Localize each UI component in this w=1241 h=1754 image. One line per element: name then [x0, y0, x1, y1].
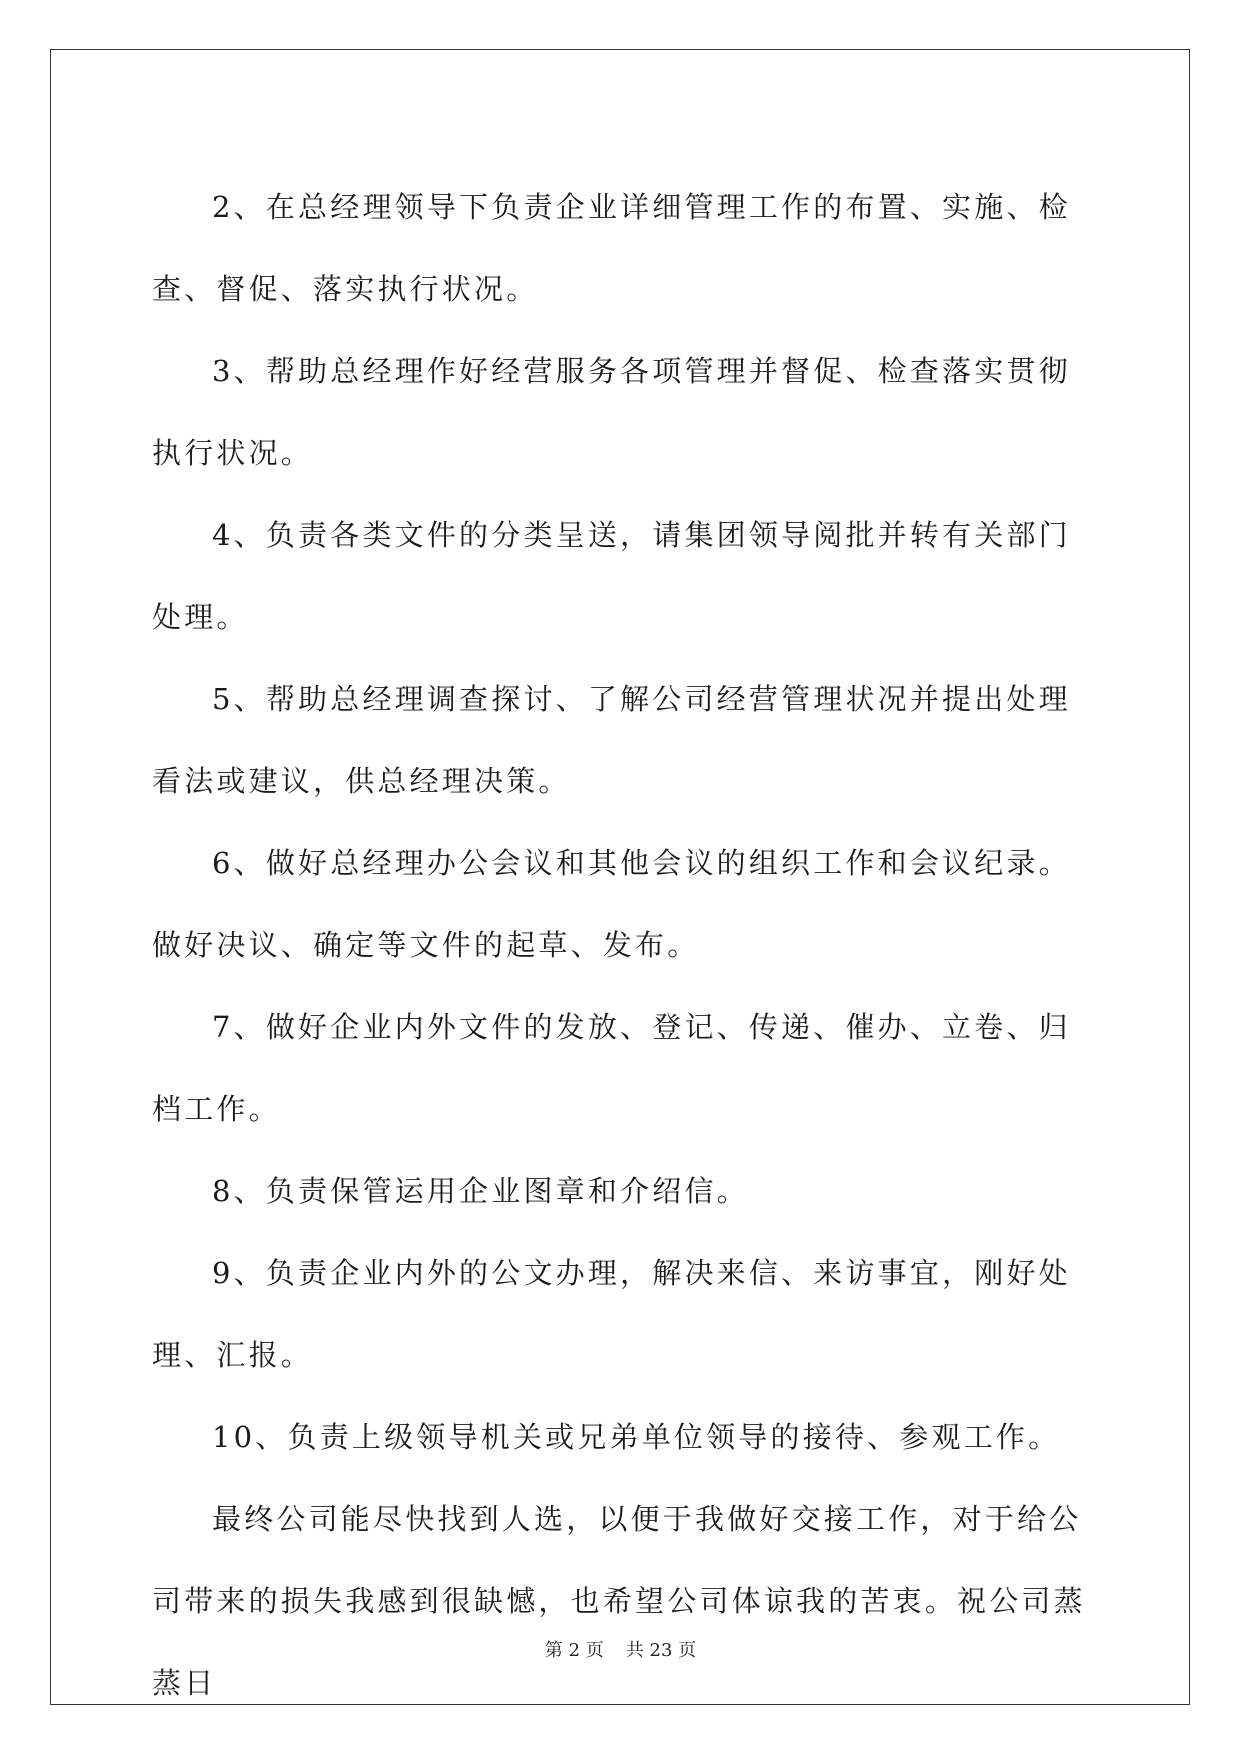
closing-paragraph: 最终公司能尽快找到人选，以便于我做好交接工作，对于给公司带来的损失我感到很缺憾，也希望公司体谅我的苦衷。祝公司蒸蒸日 [152, 1502, 1086, 1700]
paragraph-item-8: 8、负责保管运用企业图章和介绍信。 [212, 1174, 749, 1208]
page-footer [0, 1636, 1241, 1662]
paragraph-item-5: 5、帮助总经理调查探讨、了解公司经营管理状况并提出处理看法或建议，供总经理决策。 [152, 682, 1071, 798]
paragraph-item-6: 6、做好总经理办公会议和其他会议的组织工作和会议纪录。做好决议、确定等文件的起草、发布。 [152, 846, 1071, 962]
paragraph-item-9: 9、负责企业内外的公文办理，解决来信、来访事宜，刚好处理、汇报。 [152, 1256, 1071, 1372]
paragraph-item-4: 4、负责各类文件的分类呈送，请集团领导阅批并转有关部门处理。 [152, 518, 1071, 634]
paragraph-item-10: 10、负责上级领导机关或兄弟单位领导的接待、参观工作。 [212, 1420, 1061, 1454]
paragraph-item-7: 7、做好企业内外文件的发放、登记、传递、催办、立卷、归档工作。 [152, 1010, 1071, 1126]
paragraph-item-3: 3、帮助总经理作好经营服务各项管理并督促、检查落实贯彻执行状况。 [152, 354, 1071, 470]
document-body [152, 166, 1092, 1724]
paragraph-item-2: 2、在总经理领导下负责企业详细管理工作的布置、实施、检查、督促、落实执行状况。 [152, 190, 1071, 306]
page-number: 第 2 页 [544, 1640, 604, 1661]
page-total: 共 23 页 [625, 1640, 697, 1661]
